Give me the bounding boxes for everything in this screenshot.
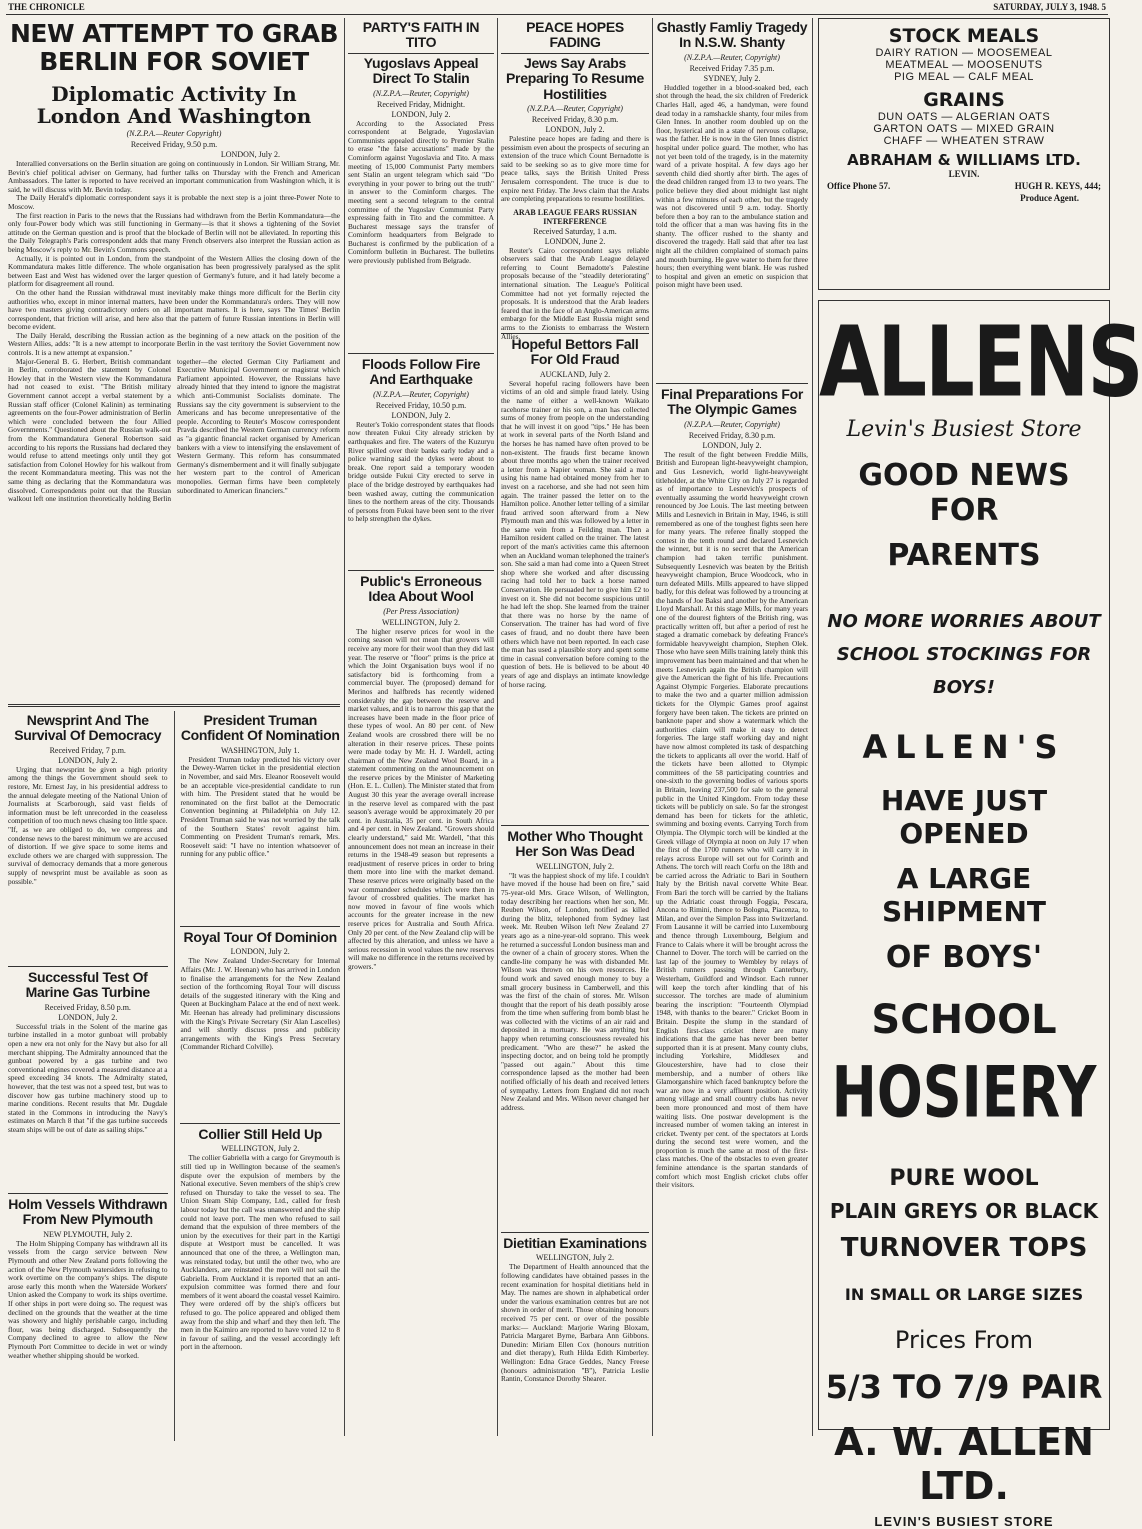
- truman-headline: President Truman Confident Of Nomination: [180, 712, 340, 744]
- ad-line: IN SMALL OR LARGE SIZES: [844, 1285, 1084, 1304]
- tito-subheadline: Yugoslavs Appeal Direct To Stalin: [363, 54, 479, 87]
- peace-story: [501, 19, 649, 341]
- holm-story: [8, 1197, 168, 1447]
- truman-dateline: WASHINGTON, July 1.: [220, 745, 300, 755]
- tragedy-body: Huddled together in a blood-soaked bed, each shot through the head, the six children of Frederick Charles Hall, aged 46, a handyman, were found dead today in a ramshackle shanty, four miles from Glen Innes. In another room doubled up on the floor, hysterical and in a state of nervous collapse, was the father. He is now in the Glen Innes district hospital under police guard. The mother, who has not yet been told of the tragedy, is in the maternity ward of a private hospital. A few days ago her seventh child died shortly after birth. The ages of the dead children ranged from 13 to two years. The police believe they died about midnight last night within a few minutes of each other, but the tragedy was not discovered until 9 a.m. today. Shortly before then a boy ran to the ambulance station and told the officer that a man was having fits in the shanty. The officer rushed to the shanty and discovered the tragedy. Hall said that after tea last night all the children complained of stomach pains and mouth burning. He gave water to them for three hours; then everything went blank. He was rushed to hospital and given an emetic on suspicion that poison might have been used.: [656, 82, 808, 290]
- masthead: [6, 2, 1108, 15]
- arab-dateline: LONDON, June 2.: [544, 236, 606, 246]
- lead-received: Received Friday, 9.50 p.m.: [130, 140, 218, 149]
- firm-town: LEVIN.: [948, 169, 980, 179]
- newsprint-story: [8, 713, 168, 963]
- lead-subheadline: Diplomatic Activity In London And Washington: [36, 82, 312, 128]
- peace-headline: PEACE HOPES FADING: [501, 20, 649, 54]
- royal-tour-story: [180, 930, 340, 1120]
- arab-received: Received Saturday, 1 a.m.: [533, 226, 617, 236]
- collier-body: The collier Gabriella with a cargo for Greymouth is still tied up in Wellington because of the seamen's dispute over the expulsion of members by the National executive. Seven members of the ship's crew refused on Thursday to take the vessel to sea. The Union Steam Ship Company, Ltd., called for fresh labour today but the call was unanswered and the ship could not leave port. The men who refused to sail demand that the expulsion of three members of the union by the executives for their part in the Kartigi dispute at Westport must be cancelled. It was announced that one of the three, a Wellington man, was reinstated today, but until the other two, who are Aucklanders, are reinstated the men will not sail the Gabriella. From Auckland it is reported that an anti-expulsion committee was formed there and four members of it went aboard the coastal vessel Kaimiro. They were ordered off by the ship's officers but refused to go. The police appeared and obliged them away from the ship and wharf and they then left. The men in the Kaimiro are reported to have voted 12 to 8 in favour of sailing, and the vessel accordingly left port in the afternoon.: [180, 1153, 340, 1352]
- stock-meals-advert: [818, 18, 1110, 290]
- tragedy-headline: Ghastly Famliy Tragedy In N.S.W. Shanty: [656, 19, 808, 51]
- ad-line: MEATMEAL — MOOSENUTS: [885, 59, 1043, 71]
- bettors-body: Several hopeful racing followers have been victims of an old and simple fraud lately. Using the name of either a well-known Waikato racehorse trainer or his son, a man has collected sums of money from people on the understanding that he will invest it on good "tips." He has been at work in several parts of the North Island and the horses he has named have often proved to be non-existent. The frauds first became known about three months ago when the trainer received a letter from a Napier woman. She said a man using his name had obtained money from her to invest on a racehorse, and she had not seen him again. The trainer passed the letter on to the Hamilton police. Another letter telling of a similar fraud arrived soon afterward from a New Plymouth man and this was followed by a letter in the same vein from a Feilding man. Then a Hamilton resident called on the trainer. The latest report of the man's activities came this afternoon when an Auckland woman telephoned the trainer's son. She said a man had come into a Queen Street shop where she worked and after discussing racing had told her to back a horse named Conservation. He persuaded her to give him £2 to invest on it. She did not become suspicious until he had left the shop. She learned from the trainer that there was no horse by the name of Conservation. The trainer has had word of five cases of fraud, and no doubt there have been others which have not been reported. In each case the man has used a plausible story and spent some time in casual conversation before coming to the question of bets. He is believed to be about 40 years of age and displays an intimate knowledge of horse racing.: [501, 378, 649, 689]
- ad-line: PIG MEAL — CALF MEAL: [894, 71, 1034, 83]
- ad-line: DUN OATS — ALGERIAN OATS: [877, 111, 1051, 123]
- newsprint-body: Urging that newsprint be given a high priority among the things the Government should seek to restore, Mr. Ernest Jay, in his presidential address to the annual delegate meeting of the National Union of Journalists at Scarborough, said vast fields of information must be left unrecorded in the ceaseless competition of too much news chasing too little space. "If, as we are obliged to do, we compress and condense news to the barest minimum we are accused of distortion. If we give space to some items and exclude others we are charged with suppression. The survival of democracy demands that a more generous supply of newsprint must be available as soon as possible.": [8, 764, 168, 886]
- royal-tour-headline: Royal Tour Of Dominion: [183, 929, 337, 945]
- holm-body: The Holm Shipping Company has withdrawn all its vessels from the cargo service between New Plymouth and other New Zealand ports following the action of the New Plymouth watersiders in refusing to work overtime on the company's ships. The dispute arose early this month when the Waterside Workers' Union asked the Company to work its ships overtime. If other ships in port were doing so. The request was declined on the grounds that the weather at the time was showery and highly perishable cargo, including flour, was being discharged. Subsequently the Company declined to agree to allow the New Plymouth Port Committee to decide in wet or windy weather whether shipping should be worked.: [8, 1238, 168, 1360]
- olympic-body: The result of the fight between Freddie Mills, British and European light-heavyweight champion, and Gus Lesnevich, world light-heavyweight titleholder, at the White City on July 27 is regarded as of importance to Lesnevich's prospects of eventually assuming the world heavyweight crown renounced by Joe Louis. The last meeting between Mills and Lesnevich in Britain in May, 1946, is still remembered as one of the toughest fights seen here for many years. The referee finally stopped the contest in the tenth round and declared Lesnevich the winner, but it is no secret that the American champion had taken terrific punishment. Subsequently Lesnevich was beaten by the British heavyweight champion, Bruce Woodcock, who in turn defeated Mills. Mills appeared to have slipped badly, for this defeat was followed by a trouncing at the hands of Joe Baksi and another by the American Lloyd Marshall. At this stage Mills, for many years one of the dourest fighters of the British ring, was practically written off, but after a period of rest he staged a dramatic comeback by defeating France's formidable heavyweight champion, Stephen Olek. Those who have seen Mills training lately think this improvement has been maintained and that when he meets Lesnevich again the British champion will give the American the fight of his life. Precautions Against Olympic Forgeries. Elaborate precautions to make the two and a quarter million admission tickets for the Olympic Games proof against forgery have been taken. The tickets are printed on banknote paper and show a watermark which the authorities claim will make it easy to detect forgeries. The large staff working day and night have now almost completed its task of despatching the tickets to applicants all over the world. Half of the tickets have been allotted to Olympic committees of the 58 participating countries and one-sixth to the governing bodies of various sports in Britain, leaving 237,500 for sale to the general public in the United Kingdom. From today these tickets will be publicly on sale. So far the strongest demand has been for tickets for the athletic, swimming and boxing events. Carrying Torch from Olympia. The Olympic torch will be kindled at the Greek village of Olympia at noon on July 17 when the first of the 1700 runners who will carry it in relays across Europe will set out for Corinth and Athens. The torch will reach Corfu on the 18th and be carried across the Adriatic to Bari in Southern Italy by the British naval corvette White Bear. From Bari the torch will be carried by the Italians up the Adriatic coast through Foggia, Pescara, Ancona to Rimini, thence to Bologna, Piacenza, to Milan, and over the Simplon Pass into Switzerland. From Lausanne it will be carried into Luxembourg and thence through Luxembourg, Belgium and France to Calais where it will be brought across the Channel to Dover. The torch will be carried on the last lap of the journey to Wembley by relays of British runners passing through Canterbury, Westerham, Guildford and Windsor. Each runner will keep the torch after kindling that of his successor. The torches are made of aluminium bearing the inscription: "Fourteenth Olympiad 1948, with thanks to the bearer." Cricket Boom in Britain. Despite the slump in the standard of English first-class cricket there are many indications that the game has never been better supported than it is at present. Many county clubs, including Yorkshire, Middlesex and Gloucestershire, have had to close their membership, and a number of others like Glamorganshire which faced bankruptcy before the war are now in a very affluent position. Activity among village and small country clubs has never been more pronounced and most of them have waiting lists. One postwar development is the increased number of women taking an interest in cricket. Twenty per cent. of the spectators at Lords during the second test were women, and the proportion is much the same at most of the first-class matches. One of the obstacles to even greater feminine attendance is the spartan standards of comfort which most English cricket clubs offer their visitors.: [656, 449, 808, 1190]
- ad-line: DAIRY RATION — MOOSEMEAL: [875, 47, 1053, 59]
- tragedy-received: Received Friday 7.35 p.m.: [689, 63, 775, 73]
- dietitian-body: The Department of Health announced that the following candidates have obtained passes in the recent examination for hospital dietitians held in May. The names are shown in alphabetical order under the various examination centres but are not shown in order of merit. Those obtaining honours received 75 per cent. or over of the possible marks:— Auckland: Marjorie Waring Bloxam, Patricia Margaret Byrne, Barbara Ann Gibbons. Dunedin: Miriam Ellen Cox (honours nutrition and diet therapy), Ruth Hilda Edith Kimberley. Wellington: Edna Grace Geddes, Nancy Freese (honours administration "B"), Patricia Leslie Rantin, Constance Dorothy Shearer.: [501, 1262, 649, 1384]
- agent-role: Produce Agent.: [1020, 193, 1079, 203]
- ad-line: NO MORE WORRIES ABOUT: [827, 611, 1101, 632]
- tragedy-dateline: SYDNEY, July 2.: [703, 73, 761, 83]
- bettors-story: [501, 337, 649, 822]
- ad-line: SCHOOL STOCKINGS FOR: [836, 644, 1092, 665]
- ad-line: GARTON OATS — MIXED GRAIN: [873, 123, 1055, 135]
- floods-body: Reuter's Tokio correspondent states that floods now threaten Fukui City already stricken by earthquakes and fire. The waters of the Kuzuryu River spilled over their banks early today and a police warning said the dykes were about to break. One report said a temporary wooden bridge outside Fukui City erected to serve in place of the bridge destroyed by earthquakes had been washed away, cutting the communication lines to the northern areas of the city. Thousands of persons from Fukui have been sent to the river to help strengthen the dykes.: [348, 419, 494, 524]
- tragedy-story: [656, 20, 808, 380]
- mother-story: [501, 829, 649, 1229]
- ad-line: PURE WOOL: [889, 1166, 1039, 1191]
- allens-advert: [818, 300, 1142, 1529]
- ad-line: ALLEN'S: [862, 728, 1066, 766]
- mother-headline: Mother Who Thought Her Son Was Dead: [507, 828, 643, 860]
- tito-dateline: LONDON, July 2.: [391, 109, 451, 119]
- arab-body: Reuter's Cairo correspondent says reliable observers said that the Arab League delayed referring to Count Bernadotte's Palestine proposals because of the "steadily deteriorating" international situation. The League's Political Committee had not yet formally rejected the proposals. It is understood that the Arab leaders feared that in the face of an Anglo-American arms embargo for the Middle East Russia might send arms to the Zionists to embarrass the Western Allies.: [501, 245, 649, 341]
- collier-headline: Collier Still Held Up: [198, 1126, 323, 1142]
- lead-dateline: LONDON, July 2.: [220, 150, 280, 159]
- newsprint-received: Received Friday, 7 p.m.: [49, 745, 126, 755]
- ad-line: HOSIERY: [831, 1051, 1097, 1134]
- ad-line: A LARGE SHIPMENT: [881, 862, 1047, 928]
- grains-title: GRAINS: [923, 89, 1005, 111]
- mother-dateline: WELLINGTON, July 2.: [535, 861, 615, 871]
- royal-tour-dateline: LONDON, July 2.: [230, 947, 290, 957]
- arab-league-headline: ARAB LEAGUE FEARS RUSSIAN INTERFERENCE: [513, 207, 637, 226]
- paper-title: THE CHRONICLE: [8, 2, 85, 12]
- holm-dateline: NEW PLYMOUTH, July 2.: [43, 1229, 133, 1239]
- lead-para: Actually, it is pointed out in London, from the standpoint of the Western Allies the closing down of the Kommandatura makes little difference. The whole organisation has been progressively paralysed as the split between East and West has widened over the larger question of Germany's future, and it had lately become a platform for disagreement all round.: [8, 253, 340, 289]
- ad-line: Prices From: [894, 1326, 1034, 1354]
- tito-headline: PARTY'S FAITH IN TITO: [348, 20, 494, 54]
- tito-credit: (N.Z.P.A.—Reuter, Copyright): [373, 88, 469, 98]
- gas-turbine-story: [8, 970, 168, 1190]
- ad-line: GOOD NEWS FOR: [858, 458, 1070, 528]
- olympic-headline: Final Preparations For The Olympic Games: [661, 386, 803, 418]
- tito-received: Received Friday, Midnight.: [377, 99, 465, 109]
- ad-line: PARENTS: [887, 538, 1041, 573]
- dietitian-dateline: WELLINGTON, July 2.: [535, 1253, 615, 1263]
- column-1: [8, 18, 340, 1438]
- issue-date: SATURDAY, JULY 3, 1948. 5: [993, 2, 1106, 12]
- floods-credit: (N.Z.P.A.—Reuter, Copyright): [373, 389, 469, 399]
- peace-received: Received Friday, 8.30 p.m.: [531, 114, 619, 124]
- bettors-dateline: AUCKLAND, July 2.: [539, 369, 611, 379]
- lead-para: Major-General B. G. Herbert, British commandant in Berlin, corroborated the statement by Colonel Howley that in the Western view the Kommandatura had not ceased to exist. "The British military Government cannot accept a verbal statement by a Russian staff officer (Colonel Kalinin) as terminating agreements on the four-Power administration of Berlin which were concluded between the four Allied Governments." Questioned about the Russian walk-out from the Kommandatura General Robertson said according to his reports the Russians had declared they would refuse to attend meetings only until they got satisfaction from Colonel Howley for his walkout from the recent Kommandatura meeting. This was not the same thing as declaring that the Kommandatura was dissolved. Correspondents point out that the Russian walkout left one institution theoretically holding Berlin together—the elected German City Parliament and Executive Municipal Government or magistrat which Parliament appointed. However, the Russians have already hinted that they intend to ignore the magistrat which anti-Communist Socialists dominate. The Russians say the city government is subservient to the Americans and has become unrepresentative of the people. According to Reuter's Moscow correspondent Pravda described the Western German currency reform as "a gigantic financial racket organised by American bankers with a view to intensifying the enslavement of Western Germany. This reform has consummated Germany's dismemberment and it will finally subjugate her western part to the control of American monopolies. German firms have been completely subordinated to American financiers.": [8, 356, 340, 504]
- stock-meals-title: STOCK MEALS: [888, 25, 1040, 47]
- ad-line: HAVE JUST OPENED: [880, 784, 1048, 850]
- wool-credit: (Per Press Association): [383, 606, 459, 616]
- lead-para: On the other hand the Russian withdrawal must inevitably make things more difficult for the Berlin city authorities who, except in minor internal matters, have been under the Kommandatura's orders. They will now have two masters giving contradictory orders on all important matters. It is here, says The Times' Berlin correspondent, that friction will arise, and here also that the pattern of future Russian intentions in Berlin will become evident.: [8, 287, 340, 332]
- ad-firm: A. W. ALLEN LTD.: [834, 1420, 1094, 1508]
- floods-headline: Floods Follow Fire And Earthquake: [361, 356, 481, 388]
- ad-line: CHAFF — WHEATEN STRAW: [883, 135, 1045, 147]
- lead-headline: NEW ATTEMPT TO GRAB BERLIN FOR SOVIET: [9, 19, 339, 76]
- wool-dateline: WELLINGTON, July 2.: [381, 617, 461, 627]
- truman-body: President Truman today predicted his victory over the Dewey-Warren ticket in the presidential election in November, and said Mrs. Eleanor Roosevelt would be an acceptable vice-presidential candidate to run with him. The President stated that he would be renominated on the first ballot at the Democratic Convention beginning at Philadelphia on July 12. President Truman said he was not worried by the talk of the Southern States' revolt against him. Commenting on President Truman's remark, Mrs. Roosevelt said: "I have no intention whatsoever of running for any public office.": [180, 754, 340, 859]
- lead-credit: (N.Z.P.A.—Reuter Copyright): [126, 129, 222, 138]
- lead-para: The Daily Herald, describing the Russian action as the beginning of a new attack on the position of the Western Allies, adds: "It is a new attempt to incorporate Berlin in the vast territory the Soviet Government now controls. It is a new attempt at expansion.": [8, 330, 340, 358]
- royal-tour-body: The New Zealand Under-Secretary for Internal Affairs (Mr. J. W. Heenan) who has arrived in London to finalise the arrangements for the New Zealand section of the forthcoming Royal Tour will discuss details of the suggested itinerary with the King and Queen at Buckingham Palace at the end of next week. Mr. Heenan has already had preliminary discussions with the King's Private Secretary (Sir Alan Lascelles) and will shortly discuss press and publicity arrangements with the King's Press Secretary (Commander Richard Colville).: [180, 956, 340, 1052]
- newsprint-dateline: LONDON, July 2.: [58, 755, 118, 765]
- bettors-headline: Hopeful Bettors Fall For Old Fraud: [511, 336, 639, 368]
- wool-story: [348, 573, 494, 971]
- ad-line: OF BOYS': [885, 940, 1043, 975]
- floods-received: Received Friday, 10.50 p.m.: [375, 400, 467, 410]
- peace-body: Palestine peace hopes are fading and there is pessimism even about the prospects of securing an extension of the truce which Count Bernadotte is said to be seeking so as to give more time for peace talks, says the British United Press Jerusalem correspondent. The truce is due to expire next Friday. The Jews claim that the Arabs are completing preparations to resume hostilities.: [501, 133, 649, 204]
- agent-name: HUGH R. KEYS, 444;: [1014, 181, 1101, 191]
- ad-price: 5/3 TO 7/9 PAIR: [825, 1368, 1103, 1406]
- office-phone: Office Phone 57.: [827, 181, 891, 191]
- column-3: [501, 18, 649, 1438]
- dietitian-story: [501, 1236, 649, 1436]
- wool-body: The higher reserve prices for wool in the coming season will not mean that growers will receive any more for their wool than they did last year. The reserve or "floor" prims is the price at which the Joint Organisation buys wool if no satisfactory bid is forthcoming from a commercial buyer. The (proposed) demand for Merinos and halfbreds has recently widened considerably the gap between the reserve and market values, and it is to narrow this gap that the increases have been made in the floor price of these types of wool. An 80 per cent. of New Zealand wools are crossbred there will be no alteration in their reserve prices. These points were made today by Mr. H. J. Wardell, acting chairman of the New Zealand Wool Board, in a statement commenting on the announcement on the reserve prices by the Minister of Marketing (Hon. E. L. Cullen). The Minister stated that from August 30 this year the average overall increase in the reserve level as compared with the past season's average would be approximately 20 per cent. in Australia, 35 per cent. in South Africa and 4 per cent. in New Zealand. "Growers should clearly understand," said Mr. Wardell, "that this announcement does not mean an increase in their returns in the 1948-49 season but represents a readjustment of reserve prices in order to bring them more into line with the market demand. These reserve prices were originally based on the war commandeer schedules which were then in favour of crossbred qualities. The market has now moved in favour of fine wools which accounts for the greater increase in the new reserve prices for Australia and South Africa. Only 20 per cent. of the New Zealand clip will be affected by this alteration, and unless we have a serious recession in wool values the new reserves will make no difference in the returns received by growers.": [348, 626, 494, 971]
- lead-para: Interallied conversations on the Berlin situation are going on continuously in London. Sir William Strang, Mr. Bevin's chief political adviser on Germany, had further talks on Thursday with the French and American Ambassadors. The latter is reported to have received an important communication from Washington which, it is said, he will discuss with Mr. Bevin today.: [8, 159, 340, 194]
- olympic-story: [656, 387, 808, 1427]
- gas-turbine-received: Received Friday, 8.50 p.m.: [44, 1002, 131, 1012]
- olympic-received: Received Friday, 8.30 p.m.: [688, 430, 776, 440]
- lead-para: The Daily Herald's diplomatic correspondent says it is probable the next step is a joint three-Power Note to Moscow.: [8, 193, 340, 211]
- tito-body: According to the Associated Press correspondent at Belgrade, Yugoslavian Communists appealed directly to Premier Stalin to erase "the false accusations" made by the Cominform against Yugoslavia and Tito. A mass meeting of 15,000 Communist Party members sent Stalin an urgent telegram which said "Do everything in your power to bring out the truth" in answer to the Cominform charges. The meeting sent a second telegram to the central committee of the Yugoslav Communist Party expressing faith in Tito and the committee. A Bucharest message says the transfer of Cominform headquarters from Belgrade to Bucharest is confirmed by the publication of a Cominform bulletin in Bucharest. The bulletins were previously published from Belgrade.: [348, 118, 494, 266]
- collier-story: [180, 1127, 340, 1447]
- wool-headline: Public's Erroneous Idea About Wool: [360, 573, 482, 605]
- lead-story: [8, 20, 340, 700]
- allens-logo: ALLENS: [819, 306, 1142, 419]
- gas-turbine-dateline: LONDON, July 2.: [58, 1012, 118, 1022]
- floods-story: [348, 357, 494, 567]
- truman-story: [180, 713, 340, 923]
- column-2: [348, 18, 494, 971]
- gas-turbine-headline: Successful Test Of Marine Gas Turbine: [25, 969, 150, 1001]
- olympic-dateline: LONDON, July 2.: [702, 440, 762, 450]
- peace-dateline: LONDON, July 2.: [545, 124, 605, 134]
- peace-subheadline: Jews Say Arabs Preparing To Resume Hostilities: [506, 54, 644, 102]
- tito-story: [348, 20, 494, 350]
- ad-line: TURNOVER TOPS: [840, 1233, 1088, 1263]
- ad-line: BOYS!: [933, 677, 995, 698]
- olympic-credit: (N.Z.P.A.—Reuter, Copyright): [684, 419, 780, 429]
- newsprint-headline: Newsprint And The Survival Of Democracy: [14, 712, 162, 744]
- holm-headline: Holm Vessels Withdrawn From New Plymouth: [8, 1196, 168, 1228]
- allens-tagline: Levin's Busiest Store: [846, 417, 1082, 442]
- lead-para: The first reaction in Paris to the news that the Russians had withdrawn from the Berlin Kommandatura—the only four-Power body which was still functioning in Germany—is that it shows a tightening of the Soviet attitude on the German question and is proof that the blockade of Berlin will not be alleviated. In reporting this the Daily Telegraph's Paris correspondent adds that many French observers also interpret the Russian action as being Moscow's reply to Mr. Bevin's Commons speech.: [8, 210, 340, 254]
- column-4: [656, 18, 808, 1438]
- ad-footer: LEVIN'S BUSIEST STORE: [874, 1514, 1054, 1529]
- ad-line: SCHOOL: [871, 997, 1057, 1043]
- ad-line: PLAIN GREYS OR BLACK: [829, 1199, 1099, 1223]
- tragedy-credit: (N.Z.P.A.—Reuter, Copyright): [684, 52, 780, 62]
- dietitian-headline: Dietitian Examinations: [503, 1235, 647, 1251]
- mother-body: "It was the happiest shock of my life. I couldn't have moved if the house had been on fire," said 75-year-old Mrs. Grace Wilson, of Wellington, today describing her reactions when her son, Mr. Reuben Wilson, of London, notified as killed during the blitz, telephoned from Sydney last week. Mr. Reuben Wilson left New Zealand 27 years ago as a nine-year-old soprano. This week he returned a successful London business man and the owner of a chain of grocery stores. When the candle-lite company he was with disbanded Mr. Wilson was thrown on his own resources. He found work and saved enough money to buy a small grocery business in Camberwell, and this was the first of the chain of stores. Mr. Wilson thought that the report of his death possibly arose from the time when suffering from bomb blast he was collected with the victims of an air raid and deposited in a mortuary. He was anything but happy when returning consciousness revealed his predicament. "Who are these?" he asked the inspecting doctor, and on being told he promptly "passed out again." About this time correspondence lapsed as the mother had been notified officially of his death and received letters of sympathy. Letters from England did not reach New Zealand and Mrs. Wilson never changed her address.: [501, 870, 649, 1112]
- collier-dateline: WELLINGTON, July 2.: [221, 1144, 300, 1154]
- floods-dateline: LONDON, July 2.: [391, 410, 451, 420]
- page-number: 5: [1101, 2, 1106, 12]
- peace-credit: (N.Z.P.A.—Reuter, Copyright): [527, 103, 623, 113]
- firm-name: ABRAHAM & WILLIAMS LTD.: [847, 151, 1081, 169]
- gas-turbine-body: Successful trials in the Solent of the marine gas turbine installed in a motor gunboat will probably open a new era not only for the Navy but also for all merchant shipping. The Admiralty announced that the gunboat powered by a gas turbine and two conventional engines covered a measured distance at a speed exceeding 34 knots. The Admiralty stated, however, that the test was not a speed test, but was to discover how gas turbine machinery stood up to marine conditions. Recent results that Mr. Dugdale stated in the Commons in introducing the Navy's estimates on March 8 that "if the gas turbine succeeds steam ships will be out of date as sailing ships.": [8, 1021, 168, 1134]
